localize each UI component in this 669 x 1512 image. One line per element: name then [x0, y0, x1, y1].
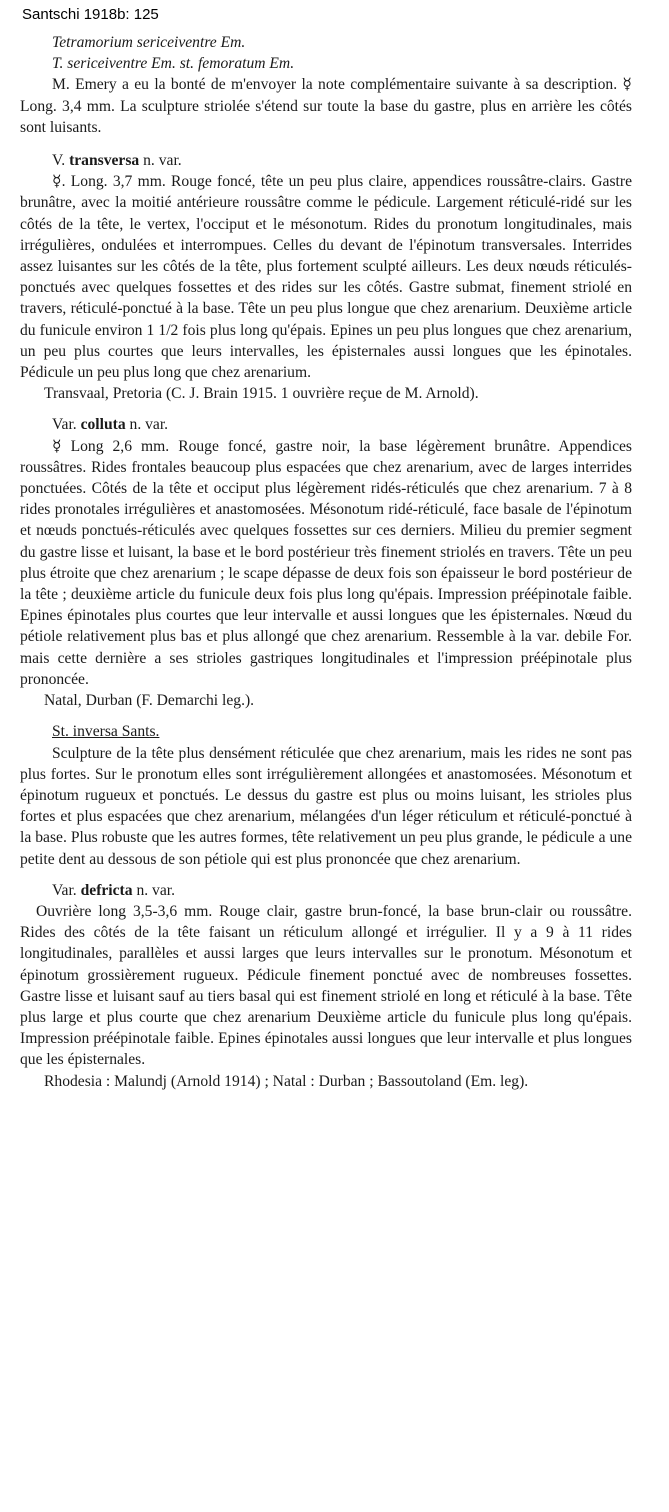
- locality-transversa: Transvaal, Pretoria (C. J. Brain 1915. 1 ouvrière reçue de M. Arnold).: [44, 385, 479, 403]
- locality-colluta: Natal, Durban (F. Demarchi leg.).: [44, 692, 255, 710]
- heading-underlined-name: St. inversa Sants.: [52, 723, 160, 741]
- variety-heading-transversa: [20, 150, 632, 171]
- variety-heading-colluta: [20, 414, 632, 435]
- heading-bold-name: defricta: [80, 881, 133, 899]
- heading-label: Var.: [52, 881, 81, 899]
- subspecies-heading-inversa: [20, 721, 632, 742]
- subspecies-name: T. sericeiventre Em. st. femoratum Em.: [52, 55, 295, 73]
- locality-defricta: Rhodesia : Malundj (Arnold 1914) ; Natal : Durban ; Bassoutoland (Em. leg).: [44, 1072, 529, 1090]
- heading-tail: n. var.: [125, 416, 169, 434]
- variety-heading-defricta: [20, 880, 632, 901]
- page-header: Santschi 1918b: 125: [22, 6, 159, 23]
- paragraph-colluta: ☿ Long 2,6 mm. Rouge foncé, gastre noir, la base légèrement brunâtre. Appendices roussâtres. Rides frontales beaucoup plus espacées que chez arenarium, avec de larges interrides ponctuées. Côtés de la tête et occiput plus légèrement ridés-réticulés que chez arenarium. 7 à 8 rides pronotales irrégulières et anastomosées. Mésonotum ridé-réticulé, face basale de l'épinotum et nœuds ponctués-réticulés avec quelques fossettes sur ces derniers. Milieu du premier segment du gastre lisse et luisant, la base et le bord postérieur très finement striolés en travers. Tête un peu plus étroite que chez arenarium ; le scape dépasse de deux fois son épaisseur le bord postérieur de la tête ; deuxième article du funicule deux fois plus long qu'épais. Impression préépinotale faible. Epines épinotales plus courtes que leur intervalle et aussi longues que les épisternales. Nœud du pétiole relativement plus bas et plus allongé que chez arenarium. Ressemble à la var. debile For. mais cette dernière a ses strioles gastriques longitudinales et l'impression préépinotale plus prononcée.: [20, 437, 632, 688]
- species-heading: [20, 32, 632, 53]
- paragraph-inversa: Sculpture de la tête plus densément réticulée que chez arenarium, mais les rides ne sont pas plus fortes. Sur le pronotum elles sont irrégulièrement allongées et anastomosées. Mésonotum et épinotum rugueux et ponctués. Le dessus du gastre est plus ou moins luisant, les strioles plus fortes et plus espacées que chez arenarium, mélangées d'un léger réticulum et réticulé-ponctué à la base. Plus robuste que les autres formes, tête relativement un peu plus grande, le pédicule a une petite dent au dessous de son pétiole qui est plus prononcée que chez arenarium.: [20, 744, 632, 868]
- heading-label: V.: [52, 152, 70, 170]
- paragraph-femoratum: M. Emery a eu la bonté de m'envoyer la note complémentaire suivante à sa description. ☿ Long. 3,4 mm. La sculpture striolée s'étend sur toute la base du gastre, plus en arrière les côtés sont luisants.: [20, 76, 632, 136]
- paragraph-defricta: Ouvrière long 3,5-3,6 mm. Rouge clair, gastre brun-foncé, la base brun-clair ou roussâtre. Rides des côtés de la tête faisant un réticulum allongé et irrégulier. Il y a 9 à 11 rides longitudinales, parallèles et aussi larges que leurs intervalles sur le pronotum. Mésonotum et épinotum grossièrement rugueux. Pédicule finement ponctué avec de nombreuses fossettes. Gastre lisse et luisant sauf au tiers basal qui est finement striolé en long et réticulé à la base. Tête plus large et plus courte que chez arenarium Deuxième article du funicule plus long qu'épais. Impression préépinotale faible. Epines épinotales aussi longues que leur intervalle et plus longues que les épisternales.: [20, 902, 632, 1069]
- heading-tail: n. var.: [139, 152, 182, 170]
- document-page: [20, 32, 632, 1092]
- subspecies-heading: [20, 53, 632, 74]
- paragraph-transversa: ☿. Long. 3,7 mm. Rouge foncé, tête un peu plus claire, appendices roussâtre-clairs. Gastre brunâtre, avec la moitié antérieure roussâtre comme le pédicule. Largement réticulé-ridé sur les côtés de la tête, le vertex, l'occiput et le mésonotum. Rides du pronotum longitudinales, mais irrégulières, ondulées et interrompues. Celles du devant de l'épinotum transversales. Interrides assez luisantes sur les côtés de la tête, plus fortement sculpté ailleurs. Les deux nœuds réticulés-ponctués avec quelques fossettes et des rides sur les côtés. Gastre submat, finement striolé en travers, réticulé-ponctué à la base. Tête un peu plus longue que chez arenarium. Deuxième article du funicule environ 1 1/2 fois plus long qu'épais. Epines un peu plus longues que chez arenarium, un peu plus courtes que leurs intervalles, les épisternales aussi longues que les épinotales. Pédicule un peu plus long que chez arenarium.: [20, 173, 632, 382]
- heading-tail: n. var.: [132, 881, 175, 899]
- heading-bold-name: colluta: [80, 416, 126, 434]
- heading-bold-name: transversa: [69, 152, 140, 170]
- species-name: Tetramorium sericeiventre Em.: [52, 34, 246, 51]
- heading-label: Var.: [52, 416, 81, 434]
